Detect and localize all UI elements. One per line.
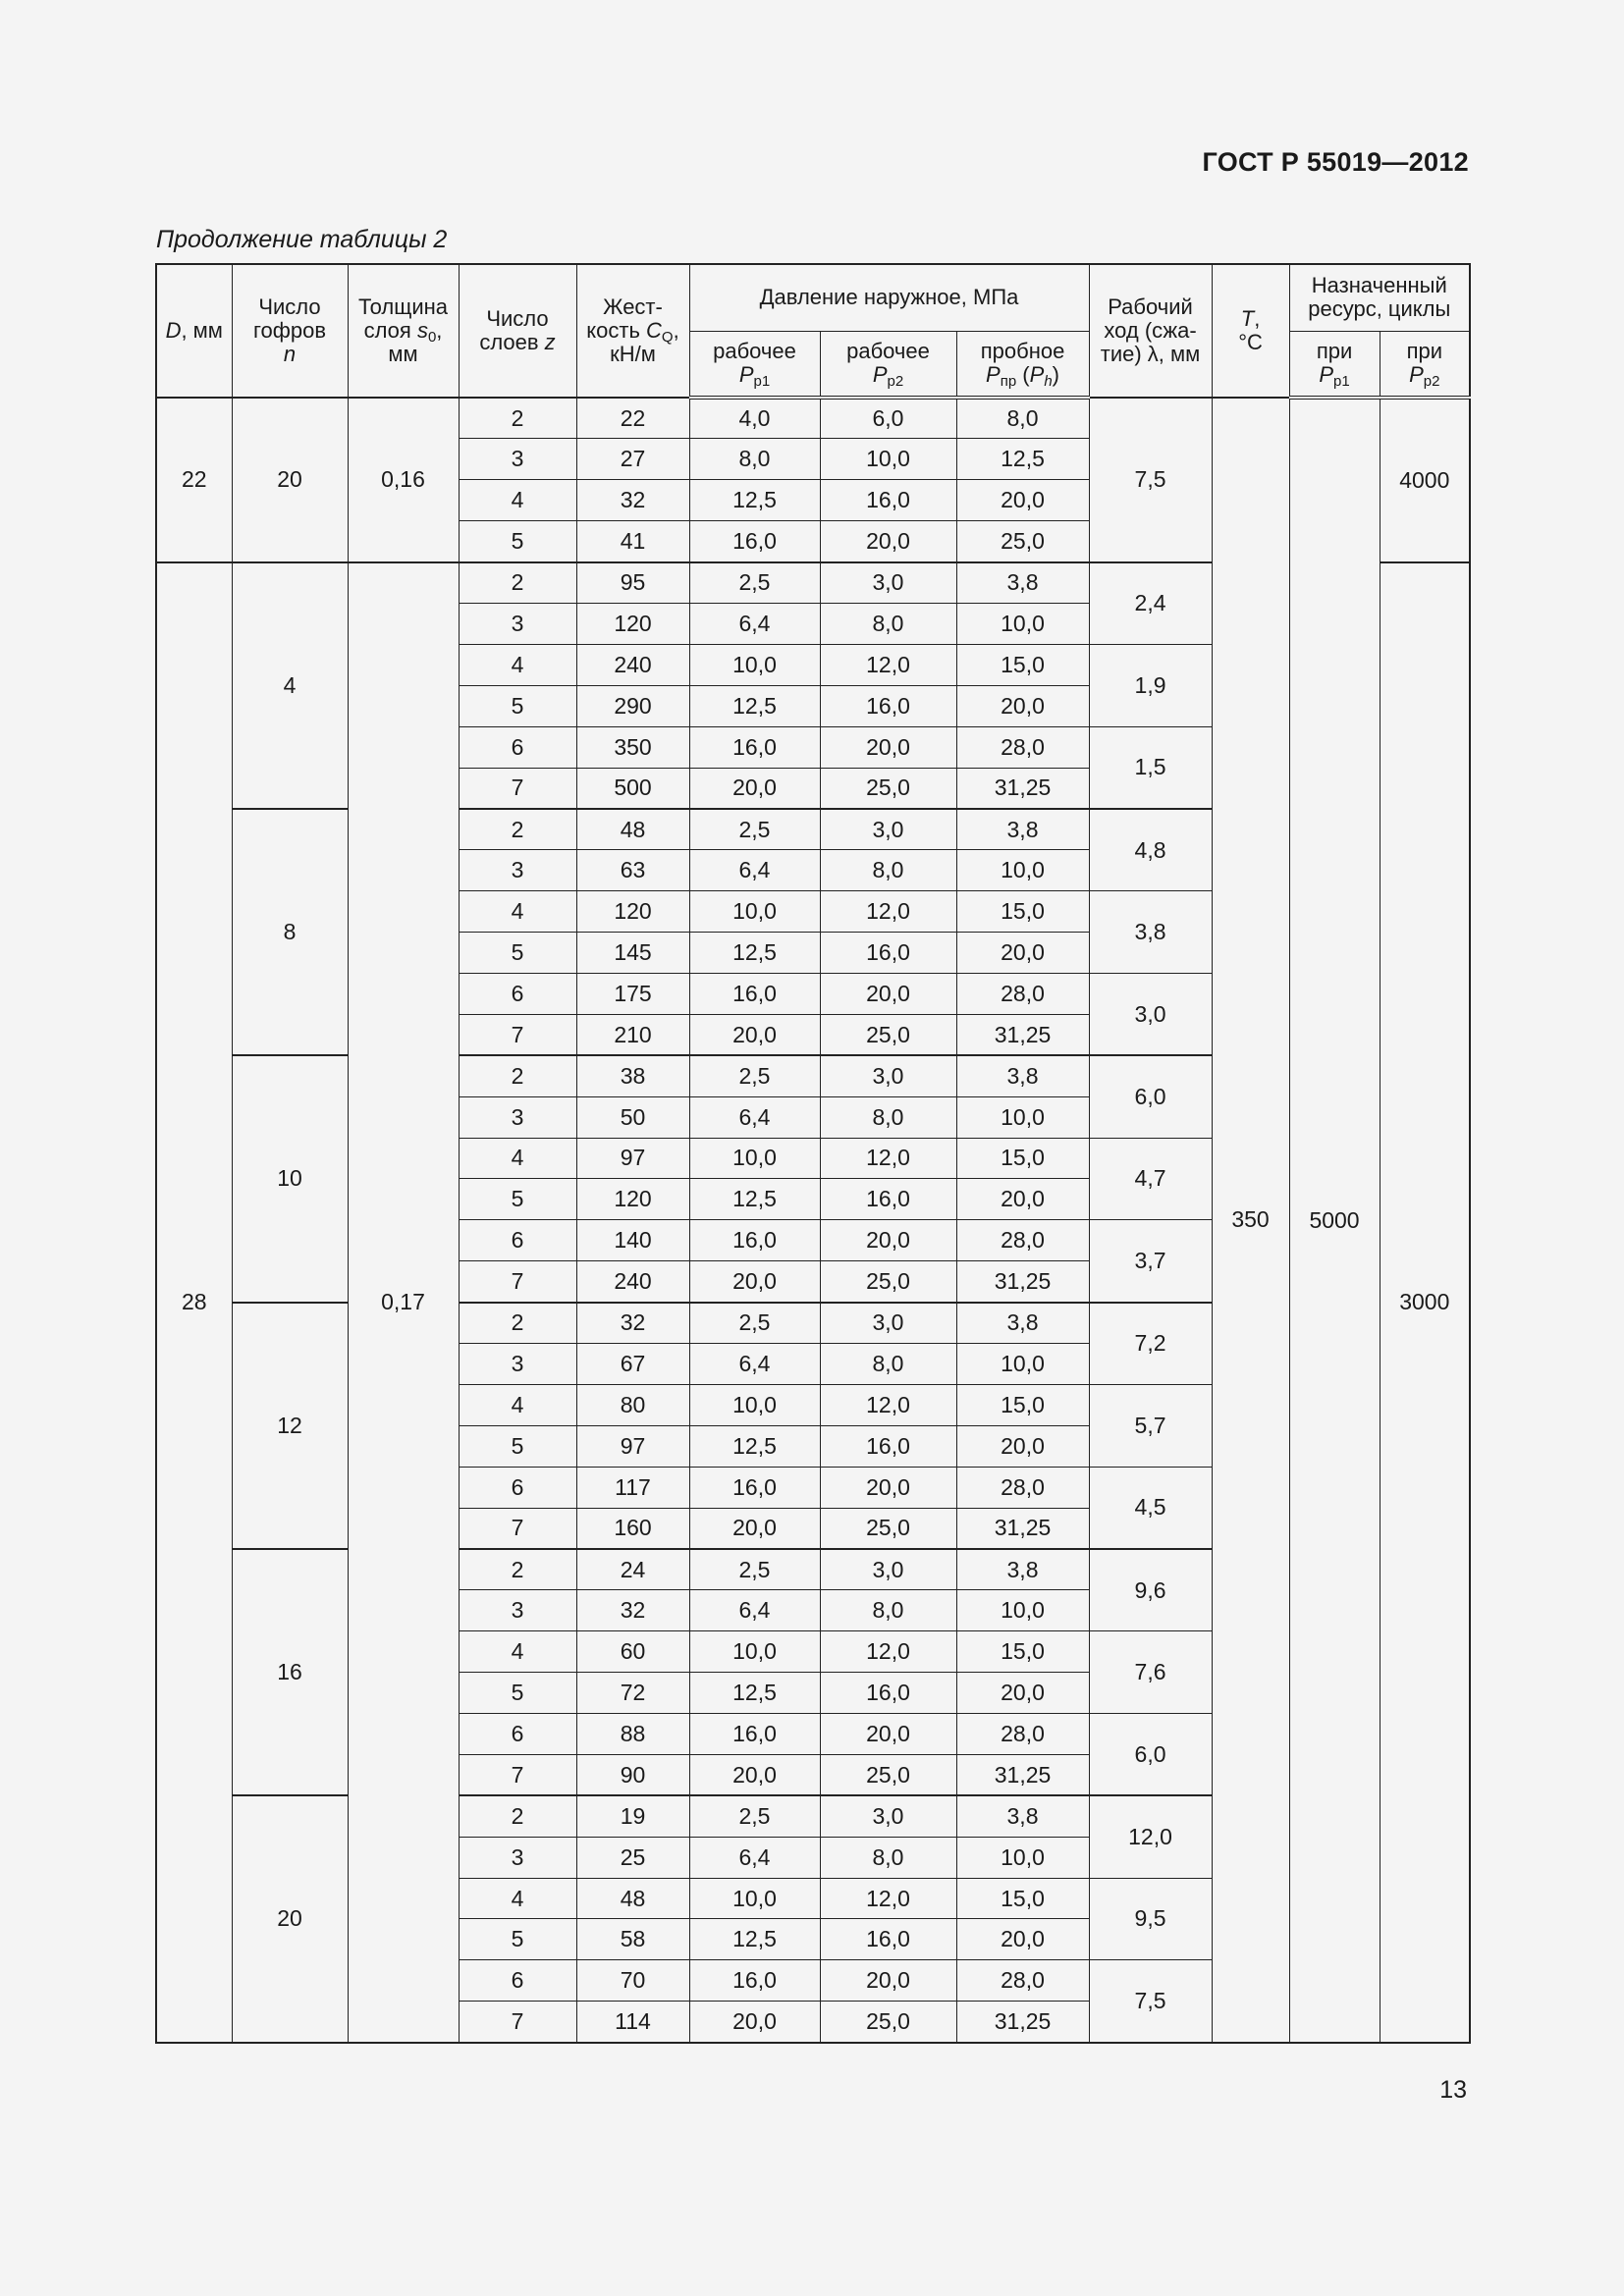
cell-pressure-test: 28,0 <box>956 973 1089 1014</box>
cell-layers: 3 <box>459 1096 576 1138</box>
header-layers: Число слоев z <box>459 264 576 398</box>
cell-working-stroke: 5,7 <box>1089 1384 1212 1467</box>
cell-pressure-test: 15,0 <box>956 1384 1089 1425</box>
cell-layers: 7 <box>459 2002 576 2043</box>
cell-pressure-test: 20,0 <box>956 933 1089 974</box>
cell-pressure-test: 25,0 <box>956 521 1089 562</box>
cell-working-stroke: 9,6 <box>1089 1549 1212 1631</box>
cell-pressure-p1: 20,0 <box>689 2002 820 2043</box>
cell-layers: 7 <box>459 1754 576 1795</box>
cell-stiffness: 50 <box>576 1096 689 1138</box>
cell-layers: 6 <box>459 1960 576 2002</box>
table-body <box>156 398 1470 2043</box>
header-pressure-p2: рабочее $P_{р2}$ <box>820 331 956 398</box>
cell-pressure-p2: 16,0 <box>820 1179 956 1220</box>
header-working-stroke: Рабочий ход (сжа-тие) λ, мм <box>1089 264 1212 398</box>
cell-pressure-p1: 20,0 <box>689 1261 820 1303</box>
cell-pressure-test: 3,8 <box>956 1795 1089 1837</box>
cell-pressure-test: 10,0 <box>956 850 1089 891</box>
cell-corrugations: 12 <box>232 1303 348 1549</box>
cell-layers: 3 <box>459 1590 576 1631</box>
cell-pressure-p1: 6,4 <box>689 1837 820 1878</box>
cell-working-stroke: 9,5 <box>1089 1878 1212 1960</box>
cell-stiffness: 114 <box>576 2002 689 2043</box>
cell-pressure-p1: 10,0 <box>689 644 820 685</box>
cell-layers: 4 <box>459 480 576 521</box>
cell-pressure-p1: 20,0 <box>689 1508 820 1549</box>
cell-pressure-p1: 6,4 <box>689 1343 820 1384</box>
cell-pressure-p2: 3,0 <box>820 1055 956 1096</box>
cell-pressure-test: 3,8 <box>956 562 1089 604</box>
cell-working-stroke: 6,0 <box>1089 1714 1212 1796</box>
cell-working-stroke: 2,4 <box>1089 562 1212 645</box>
cell-pressure-p1: 10,0 <box>689 891 820 933</box>
cell-diameter: 22 <box>156 398 232 562</box>
cell-pressure-p2: 3,0 <box>820 562 956 604</box>
cell-layers: 6 <box>459 1467 576 1508</box>
cell-stiffness: 80 <box>576 1384 689 1425</box>
cell-pressure-p1: 12,5 <box>689 480 820 521</box>
cell-pressure-test: 31,25 <box>956 1508 1089 1549</box>
cell-stiffness: 290 <box>576 685 689 726</box>
cell-pressure-test: 28,0 <box>956 726 1089 768</box>
cell-pressure-p1: 10,0 <box>689 1878 820 1919</box>
cell-pressure-test: 15,0 <box>956 1631 1089 1673</box>
cell-layers: 2 <box>459 1549 576 1590</box>
cell-layers: 7 <box>459 768 576 809</box>
cell-stiffness: 27 <box>576 439 689 480</box>
cell-stiffness: 22 <box>576 398 689 439</box>
header-external-pressure: Давление наружное, МПа <box>689 264 1089 331</box>
cell-layers: 3 <box>459 439 576 480</box>
cell-working-stroke: 4,7 <box>1089 1138 1212 1220</box>
cell-resource-p2: 3000 <box>1380 562 1470 2043</box>
header-temperature: T, °C <box>1212 264 1289 398</box>
cell-working-stroke: 1,5 <box>1089 726 1212 809</box>
cell-pressure-test: 3,8 <box>956 1303 1089 1344</box>
cell-layers: 2 <box>459 1795 576 1837</box>
cell-pressure-p1: 16,0 <box>689 1960 820 2002</box>
cell-stiffness: 120 <box>576 891 689 933</box>
cell-pressure-test: 31,25 <box>956 1261 1089 1303</box>
cell-layers: 4 <box>459 1384 576 1425</box>
cell-pressure-p1: 10,0 <box>689 1384 820 1425</box>
cell-corrugations: 8 <box>232 809 348 1055</box>
cell-pressure-p2: 8,0 <box>820 850 956 891</box>
cell-pressure-test: 20,0 <box>956 1673 1089 1714</box>
cell-pressure-p1: 20,0 <box>689 1754 820 1795</box>
table-caption: Продолжение таблицы 2 <box>156 226 448 253</box>
cell-stiffness: 25 <box>576 1837 689 1878</box>
bellows-spec-table <box>155 263 1471 2044</box>
cell-pressure-p1: 20,0 <box>689 768 820 809</box>
cell-layers: 7 <box>459 1014 576 1055</box>
cell-pressure-p2: 16,0 <box>820 1919 956 1960</box>
cell-pressure-test: 3,8 <box>956 1549 1089 1590</box>
cell-pressure-p1: 4,0 <box>689 398 820 439</box>
cell-stiffness: 67 <box>576 1343 689 1384</box>
cell-stiffness: 38 <box>576 1055 689 1096</box>
cell-pressure-test: 3,8 <box>956 1055 1089 1096</box>
cell-pressure-p2: 25,0 <box>820 2002 956 2043</box>
cell-pressure-p1: 10,0 <box>689 1138 820 1179</box>
cell-pressure-p2: 10,0 <box>820 439 956 480</box>
cell-working-stroke: 7,2 <box>1089 1303 1212 1385</box>
cell-pressure-p2: 16,0 <box>820 933 956 974</box>
header-layer-thickness: Толщина слоя $s_0$, мм <box>348 264 459 398</box>
cell-stiffness: 48 <box>576 1878 689 1919</box>
cell-layers: 3 <box>459 603 576 644</box>
cell-stiffness: 140 <box>576 1220 689 1261</box>
cell-pressure-test: 20,0 <box>956 1425 1089 1467</box>
cell-layers: 7 <box>459 1261 576 1303</box>
document-code: ГОСТ Р 55019—2012 <box>1202 147 1469 177</box>
cell-layers: 5 <box>459 1179 576 1220</box>
cell-stiffness: 240 <box>576 1261 689 1303</box>
cell-layers: 4 <box>459 891 576 933</box>
cell-layers: 2 <box>459 1303 576 1344</box>
cell-pressure-p2: 20,0 <box>820 1960 956 2002</box>
cell-pressure-test: 31,25 <box>956 1014 1089 1055</box>
cell-diameter: 28 <box>156 562 232 2043</box>
cell-layers: 4 <box>459 1138 576 1179</box>
cell-pressure-test: 31,25 <box>956 1754 1089 1795</box>
cell-pressure-p2: 20,0 <box>820 1220 956 1261</box>
cell-resource-p2: 4000 <box>1380 398 1470 562</box>
cell-layer-thickness: 0,16 <box>348 398 459 562</box>
cell-pressure-p1: 16,0 <box>689 726 820 768</box>
header-diameter: D, мм <box>156 264 232 398</box>
cell-stiffness: 32 <box>576 1303 689 1344</box>
cell-stiffness: 19 <box>576 1795 689 1837</box>
cell-pressure-p1: 16,0 <box>689 1467 820 1508</box>
cell-pressure-p1: 8,0 <box>689 439 820 480</box>
cell-working-stroke: 12,0 <box>1089 1795 1212 1878</box>
cell-pressure-test: 15,0 <box>956 891 1089 933</box>
cell-pressure-test: 20,0 <box>956 1179 1089 1220</box>
cell-stiffness: 32 <box>576 480 689 521</box>
cell-pressure-p2: 20,0 <box>820 973 956 1014</box>
cell-stiffness: 32 <box>576 1590 689 1631</box>
cell-working-stroke: 3,0 <box>1089 973 1212 1055</box>
cell-pressure-test: 8,0 <box>956 398 1089 439</box>
cell-pressure-p1: 12,5 <box>689 933 820 974</box>
cell-pressure-p2: 3,0 <box>820 809 956 850</box>
cell-pressure-p2: 16,0 <box>820 685 956 726</box>
cell-pressure-p1: 12,5 <box>689 1919 820 1960</box>
cell-resource-p1: 5000 <box>1289 398 1380 2043</box>
cell-pressure-test: 3,8 <box>956 809 1089 850</box>
cell-layers: 2 <box>459 562 576 604</box>
cell-corrugations: 16 <box>232 1549 348 1795</box>
cell-pressure-test: 28,0 <box>956 1467 1089 1508</box>
cell-pressure-p1: 12,5 <box>689 685 820 726</box>
cell-layers: 6 <box>459 1714 576 1755</box>
cell-stiffness: 175 <box>576 973 689 1014</box>
cell-pressure-p2: 12,0 <box>820 644 956 685</box>
cell-corrugations: 10 <box>232 1055 348 1302</box>
cell-pressure-p2: 12,0 <box>820 1631 956 1673</box>
cell-pressure-test: 10,0 <box>956 603 1089 644</box>
cell-corrugations: 4 <box>232 562 348 809</box>
cell-pressure-test: 15,0 <box>956 644 1089 685</box>
cell-pressure-p1: 12,5 <box>689 1179 820 1220</box>
cell-pressure-p1: 6,4 <box>689 1096 820 1138</box>
cell-stiffness: 97 <box>576 1425 689 1467</box>
cell-pressure-test: 20,0 <box>956 1919 1089 1960</box>
cell-pressure-test: 10,0 <box>956 1096 1089 1138</box>
cell-pressure-test: 12,5 <box>956 439 1089 480</box>
cell-pressure-p1: 16,0 <box>689 1714 820 1755</box>
cell-working-stroke: 4,5 <box>1089 1467 1212 1549</box>
cell-pressure-p1: 12,5 <box>689 1425 820 1467</box>
cell-stiffness: 145 <box>576 933 689 974</box>
cell-temperature: 350 <box>1212 398 1289 2043</box>
cell-pressure-p2: 25,0 <box>820 1014 956 1055</box>
cell-pressure-p2: 8,0 <box>820 1096 956 1138</box>
cell-pressure-p2: 6,0 <box>820 398 956 439</box>
cell-stiffness: 24 <box>576 1549 689 1590</box>
cell-corrugations: 20 <box>232 1795 348 2042</box>
cell-layers: 3 <box>459 1837 576 1878</box>
header-corrugations: Число гофров n <box>232 264 348 398</box>
cell-stiffness: 60 <box>576 1631 689 1673</box>
cell-pressure-p2: 16,0 <box>820 1425 956 1467</box>
cell-working-stroke: 4,8 <box>1089 809 1212 891</box>
cell-pressure-p1: 2,5 <box>689 809 820 850</box>
cell-working-stroke: 3,7 <box>1089 1220 1212 1303</box>
cell-pressure-p1: 12,5 <box>689 1673 820 1714</box>
cell-pressure-p2: 20,0 <box>820 1714 956 1755</box>
header-resource-p1: при $P_{р1}$ <box>1289 331 1380 398</box>
cell-pressure-p1: 2,5 <box>689 1055 820 1096</box>
header-stiffness: Жест-кость $C_Q$, кН/м <box>576 264 689 398</box>
cell-layers: 4 <box>459 1878 576 1919</box>
cell-pressure-p2: 12,0 <box>820 1384 956 1425</box>
cell-layers: 3 <box>459 1343 576 1384</box>
cell-pressure-p2: 25,0 <box>820 768 956 809</box>
cell-layers: 4 <box>459 1631 576 1673</box>
cell-stiffness: 117 <box>576 1467 689 1508</box>
cell-pressure-test: 10,0 <box>956 1837 1089 1878</box>
cell-pressure-p2: 12,0 <box>820 1138 956 1179</box>
cell-pressure-p2: 8,0 <box>820 1343 956 1384</box>
header-pressure-p1: рабочее $P_{р1}$ <box>689 331 820 398</box>
cell-stiffness: 58 <box>576 1919 689 1960</box>
cell-pressure-p2: 20,0 <box>820 521 956 562</box>
cell-pressure-test: 28,0 <box>956 1714 1089 1755</box>
cell-pressure-p2: 16,0 <box>820 480 956 521</box>
cell-pressure-test: 20,0 <box>956 480 1089 521</box>
cell-pressure-p1: 2,5 <box>689 562 820 604</box>
cell-stiffness: 48 <box>576 809 689 850</box>
cell-stiffness: 97 <box>576 1138 689 1179</box>
cell-stiffness: 120 <box>576 1179 689 1220</box>
cell-working-stroke: 6,0 <box>1089 1055 1212 1138</box>
cell-pressure-p2: 8,0 <box>820 1837 956 1878</box>
cell-working-stroke: 3,8 <box>1089 891 1212 974</box>
table-row <box>156 398 1470 439</box>
cell-layers: 6 <box>459 726 576 768</box>
cell-stiffness: 120 <box>576 603 689 644</box>
cell-pressure-test: 15,0 <box>956 1138 1089 1179</box>
cell-pressure-test: 15,0 <box>956 1878 1089 1919</box>
cell-pressure-p2: 12,0 <box>820 891 956 933</box>
cell-pressure-p2: 8,0 <box>820 603 956 644</box>
cell-pressure-test: 31,25 <box>956 768 1089 809</box>
cell-pressure-test: 31,25 <box>956 2002 1089 2043</box>
cell-stiffness: 95 <box>576 562 689 604</box>
cell-pressure-test: 20,0 <box>956 685 1089 726</box>
cell-pressure-p2: 3,0 <box>820 1795 956 1837</box>
cell-stiffness: 240 <box>576 644 689 685</box>
cell-layers: 6 <box>459 973 576 1014</box>
cell-working-stroke: 7,6 <box>1089 1631 1212 1714</box>
cell-stiffness: 70 <box>576 1960 689 2002</box>
cell-pressure-test: 10,0 <box>956 1590 1089 1631</box>
cell-pressure-p2: 12,0 <box>820 1878 956 1919</box>
cell-layers: 2 <box>459 809 576 850</box>
cell-pressure-p1: 10,0 <box>689 1631 820 1673</box>
cell-pressure-p1: 2,5 <box>689 1795 820 1837</box>
cell-stiffness: 90 <box>576 1754 689 1795</box>
cell-working-stroke: 7,5 <box>1089 398 1212 562</box>
header-resource: Назначенный ресурс, циклы <box>1289 264 1470 331</box>
cell-pressure-p2: 16,0 <box>820 1673 956 1714</box>
cell-pressure-p2: 20,0 <box>820 726 956 768</box>
page-number: 13 <box>1439 2076 1467 2104</box>
cell-pressure-p2: 20,0 <box>820 1467 956 1508</box>
table-header <box>156 264 1470 398</box>
cell-stiffness: 72 <box>576 1673 689 1714</box>
cell-layers: 5 <box>459 685 576 726</box>
cell-layers: 5 <box>459 1919 576 1960</box>
cell-pressure-p1: 6,4 <box>689 1590 820 1631</box>
cell-layers: 5 <box>459 933 576 974</box>
cell-layers: 4 <box>459 644 576 685</box>
cell-pressure-p2: 25,0 <box>820 1754 956 1795</box>
cell-pressure-test: 10,0 <box>956 1343 1089 1384</box>
cell-pressure-test: 28,0 <box>956 1960 1089 2002</box>
cell-pressure-p1: 6,4 <box>689 603 820 644</box>
cell-layers: 2 <box>459 1055 576 1096</box>
cell-layers: 5 <box>459 521 576 562</box>
cell-pressure-p2: 25,0 <box>820 1508 956 1549</box>
cell-pressure-test: 28,0 <box>956 1220 1089 1261</box>
cell-pressure-p1: 16,0 <box>689 1220 820 1261</box>
header-pressure-test: пробное $P_{пр}$ $(P_h)$ <box>956 331 1089 398</box>
header-resource-p2: при $P_{р2}$ <box>1380 331 1470 398</box>
cell-pressure-p1: 16,0 <box>689 973 820 1014</box>
cell-layers: 2 <box>459 398 576 439</box>
cell-pressure-p2: 25,0 <box>820 1261 956 1303</box>
cell-pressure-p1: 2,5 <box>689 1303 820 1344</box>
cell-pressure-p2: 3,0 <box>820 1549 956 1590</box>
cell-pressure-p1: 6,4 <box>689 850 820 891</box>
cell-layers: 3 <box>459 850 576 891</box>
cell-pressure-p2: 3,0 <box>820 1303 956 1344</box>
cell-working-stroke: 7,5 <box>1089 1960 1212 2043</box>
cell-corrugations: 20 <box>232 398 348 562</box>
cell-layers: 6 <box>459 1220 576 1261</box>
cell-stiffness: 500 <box>576 768 689 809</box>
cell-pressure-p1: 16,0 <box>689 521 820 562</box>
cell-stiffness: 160 <box>576 1508 689 1549</box>
cell-layers: 7 <box>459 1508 576 1549</box>
cell-layers: 5 <box>459 1425 576 1467</box>
cell-stiffness: 63 <box>576 850 689 891</box>
cell-pressure-p1: 20,0 <box>689 1014 820 1055</box>
cell-pressure-p2: 8,0 <box>820 1590 956 1631</box>
cell-stiffness: 210 <box>576 1014 689 1055</box>
cell-stiffness: 350 <box>576 726 689 768</box>
cell-layer-thickness: 0,17 <box>348 562 459 2043</box>
cell-working-stroke: 1,9 <box>1089 644 1212 726</box>
cell-layers: 5 <box>459 1673 576 1714</box>
cell-stiffness: 88 <box>576 1714 689 1755</box>
cell-pressure-p1: 2,5 <box>689 1549 820 1590</box>
cell-stiffness: 41 <box>576 521 689 562</box>
